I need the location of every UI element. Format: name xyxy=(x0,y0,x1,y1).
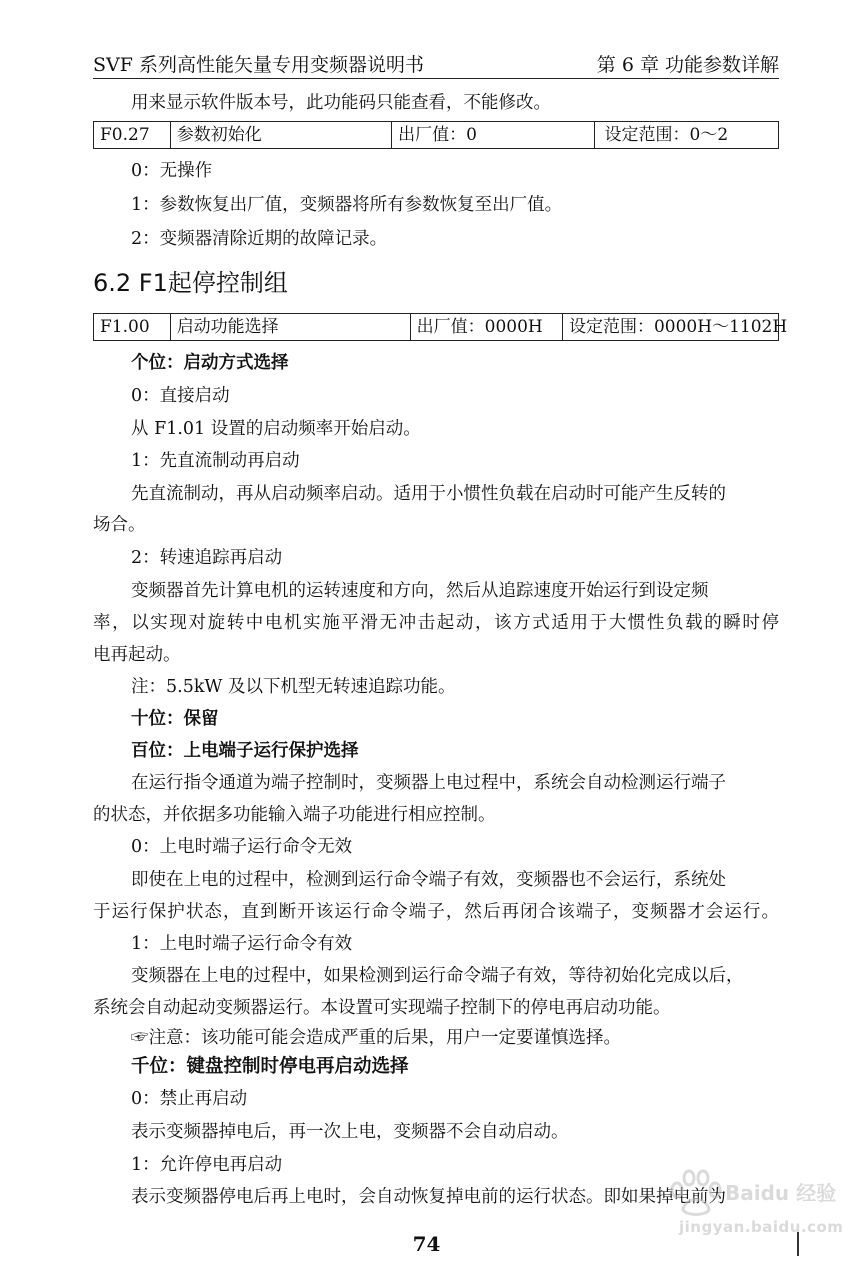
hundreds-option-1: 1：上电时端子运行命令有效 xyxy=(131,934,353,954)
hundreds-option-0-desc: 即使在上电的过程中，检测到运行命令端子有效，变频器也不会运行，系统处 xyxy=(131,870,726,890)
hundreds-option-1-desc-cont: 系统会自动起动变频器运行。本设置可实现端子控制下的停电再启动功能。 xyxy=(93,998,671,1018)
ones-option-0: 0：直接启动 xyxy=(131,386,230,406)
thousands-option-0-desc: 表示变频器掉电后，再一次上电，变频器不会自动启动。 xyxy=(131,1122,569,1142)
paw-logo-icon xyxy=(655,1156,837,1220)
header-book-title: SVF 系列高性能矢量专用变频器说明书 xyxy=(93,54,424,76)
tens-digit-title: 十位：保留 xyxy=(131,709,219,729)
param-name: 启动功能选择 xyxy=(171,314,411,340)
ones-option-0-desc: 从 F1.01 设置的启动频率开始启动。 xyxy=(131,419,421,439)
hundreds-option-0-desc-cont: 于运行保护状态，直到断开该运行命令端子，然后再闭合该端子，变频器才会运行。 xyxy=(93,902,779,922)
param-table-f027 xyxy=(93,121,779,149)
thousands-option-0: 0：禁止再启动 xyxy=(131,1089,248,1109)
param-default: 出厂值：0000H xyxy=(411,314,563,340)
thousands-option-1: 1：允许停电再启动 xyxy=(131,1155,283,1175)
watermark-url: jingyan.baidu.com xyxy=(679,1218,844,1236)
param-range: 设定范围：0000H～1102H xyxy=(568,317,788,337)
hundreds-option-0: 0：上电时端子运行命令无效 xyxy=(131,837,353,857)
param-code: F1.00 xyxy=(94,314,171,340)
note-line: 注：5.5kW 及以下机型无转速追踪功能。 xyxy=(131,677,456,697)
baidu-watermark xyxy=(655,1156,844,1246)
thousands-option-1-desc: 表示变频器停电后再上电时，会自动恢复掉电前的运行状态。即如果掉电前为 xyxy=(131,1187,726,1207)
section-title: 6.2 F1起停控制组 xyxy=(93,269,288,297)
param-range: 设定范围：0～2 xyxy=(604,125,729,145)
hundreds-option-1-desc: 变频器在上电的过程中，如果检测到运行命令端子有效，等待初始化完成以后， xyxy=(131,966,744,986)
header-chapter-title: 第 6 章 功能参数详解 xyxy=(596,54,779,76)
hundreds-digit-title: 百位：上电端子运行保护选择 xyxy=(131,741,359,761)
ones-option-2: 2：转速追踪再启动 xyxy=(131,548,283,568)
page-number: 74 xyxy=(412,1232,441,1256)
thousands-digit-title: 千位：键盘控制时停电再启动选择 xyxy=(131,1056,409,1077)
hundreds-desc: 在运行指令通道为端子控制时，变频器上电过程中，系统会自动检测运行端子 xyxy=(131,773,726,793)
param-default: 出厂值：0 xyxy=(392,122,594,148)
ones-option-1-desc-cont: 场合。 xyxy=(93,515,146,535)
page-header xyxy=(93,44,779,79)
f027-option-1: 1：参数恢复出厂值，变频器将所有参数恢复至出厂值。 xyxy=(131,195,563,215)
param-code: F0.27 xyxy=(94,122,171,148)
ones-digit-title: 个位：启动方式选择 xyxy=(131,353,289,373)
hundreds-desc-cont: 的状态，并依据多功能输入端子功能进行相应控制。 xyxy=(93,805,496,825)
warning-line: ☞注意：该功能可能会造成严重的后果，用户一定要谨慎选择。 xyxy=(131,1028,621,1048)
intro-line: 用来显示软件版本号，此功能码只能查看，不能修改。 xyxy=(131,93,551,113)
param-table-f100 xyxy=(93,313,788,341)
ones-option-2-desc-cont: 率，以实现对旋转中电机实施平滑无冲击起动，该方式适用于大惯性负载的瞬时停 xyxy=(93,613,779,633)
param-name: 参数初始化 xyxy=(171,122,392,148)
ones-option-1-desc: 先直流制动，再从启动频率启动。适用于小惯性负载在启动时可能产生反转的 xyxy=(131,484,726,504)
ones-option-2-desc-end: 电再起动。 xyxy=(93,645,181,665)
f027-option-0: 0：无操作 xyxy=(131,161,213,181)
f027-option-2: 2：变频器清除近期的故障记录。 xyxy=(131,229,388,249)
ones-option-1: 1：先直流制动再启动 xyxy=(131,451,300,471)
watermark-brand: Baidu 经验 xyxy=(725,1181,837,1205)
ones-option-2-desc: 变频器首先计算电机的运转速度和方向，然后从追踪速度开始运行到设定频 xyxy=(131,581,709,601)
